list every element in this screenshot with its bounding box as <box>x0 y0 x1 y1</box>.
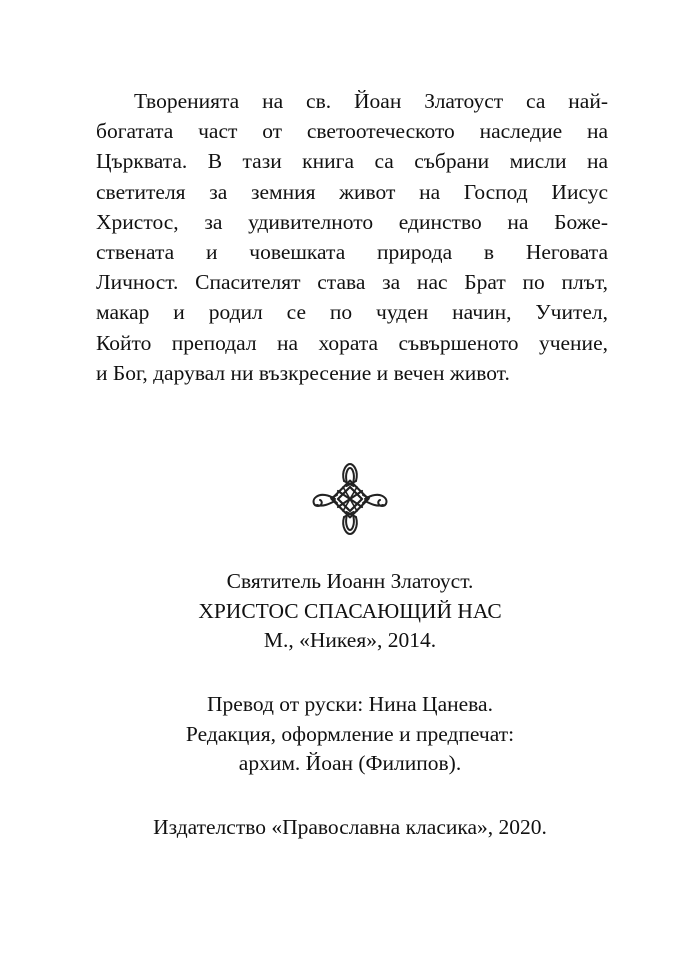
publisher-info <box>0 813 700 843</box>
source-imprint: М., «Никея», 2014. <box>263 628 437 652</box>
annotation-line: светителя за земния живот на Господ Иисус <box>96 179 608 204</box>
source-author: Святитель Иоанн Златоуст. <box>226 569 474 593</box>
annotation-paragraph <box>96 86 608 388</box>
annotation-line: Творенията на св. Йоан Златоуст са най- <box>134 89 608 113</box>
celtic-knot-ornament-icon <box>307 460 393 538</box>
publisher-line: Издателство «Православна класика», 2020. <box>153 815 547 839</box>
annotation-line: и Бог, дарувал ни възкресение и вечен живот. <box>96 360 510 385</box>
credits-info <box>0 690 700 779</box>
annotation-line: Личност. Спасителят става за нас Брат по плът, <box>96 270 608 295</box>
annotation-line: макар и родил се по чуден начин, Учител, <box>96 300 608 325</box>
editor-name: архим. Йоан (Филипов). <box>238 751 462 775</box>
source-title: ХРИСТОС СПАСАЮЩИЙ НАС <box>198 598 502 623</box>
source-edition-info <box>0 567 700 656</box>
editing-credit-label: Редакция, оформление и предпечат: <box>185 721 515 746</box>
annotation-line: ствената и човешката природа в Неговата <box>96 240 608 265</box>
annotation-line: Църквата. В тази книга са събрани мисли на <box>96 149 608 174</box>
annotation-line: богатата част от светоотеческото наследие на <box>96 119 608 144</box>
annotation-line: Христос, за удивителното единство на Боже- <box>96 209 608 234</box>
translation-credit: Превод от руски: Нина Цанева. <box>207 692 493 716</box>
annotation-line: Който преподал на хората съвършеното учение, <box>96 330 608 355</box>
